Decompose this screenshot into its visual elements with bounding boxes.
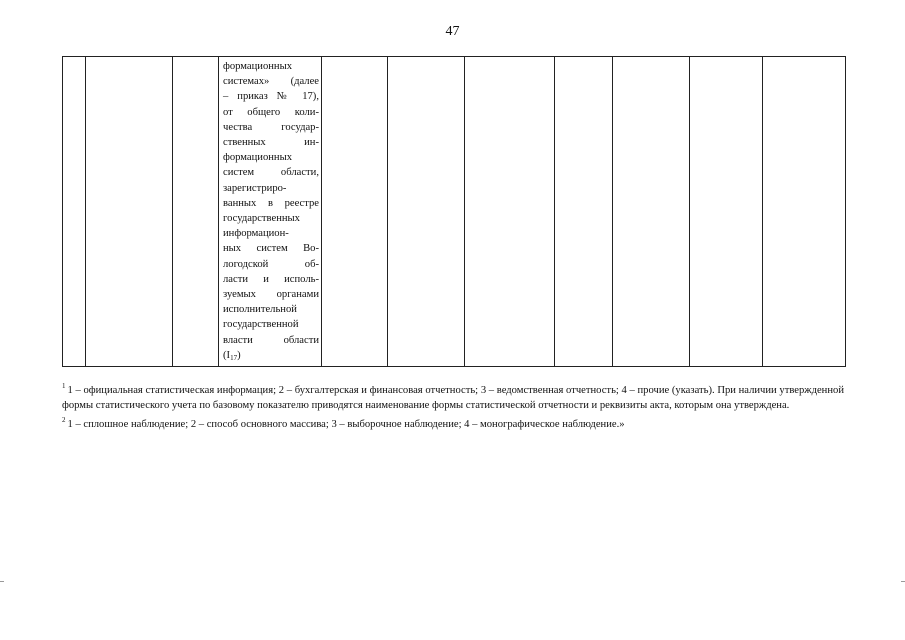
table-cell [173, 57, 219, 367]
text-line: государственных [223, 213, 300, 225]
table-cell [86, 57, 173, 367]
indicator-symbol: I [226, 349, 231, 361]
page-number: 47 [445, 24, 460, 39]
text-line: государственной [223, 319, 299, 331]
text-line: ванных в реестре [223, 197, 319, 209]
text-line: зарегистриро- [223, 182, 287, 194]
table-row [63, 57, 846, 367]
text-line: информацион- [223, 228, 289, 240]
text-line: систем области, [223, 167, 319, 179]
footnote-text: 1 – сплошное наблюдение; 2 – способ основного массива; 3 – выборочное наблюдение; 4 – монографическое наблюдение.» [67, 419, 625, 430]
indicator-description [219, 57, 321, 366]
text-line: от общего коли- [223, 106, 319, 118]
table-cell [63, 57, 86, 367]
text-line: формационных [223, 61, 293, 72]
text-line: формационных [223, 152, 293, 164]
table-cell [322, 57, 388, 367]
text-line: ственных ин- [223, 137, 319, 149]
text-line: чества государ- [223, 121, 319, 133]
table-cell [690, 57, 763, 367]
indicator-subscript: 17 [230, 353, 238, 362]
footnote-marker: 1 [62, 382, 66, 390]
indicator-code [223, 348, 319, 366]
indicator-close: ) [237, 349, 241, 361]
indicator-text-cell [219, 57, 322, 367]
text-line: системах» (далее [223, 76, 319, 88]
text-line: логодской об- [223, 258, 319, 270]
text-line: ных систем Во- [223, 243, 319, 255]
table-cell [555, 57, 613, 367]
footnotes [62, 379, 844, 432]
text-line: ласти и исполь- [223, 273, 319, 285]
footnote-marker: 2 [62, 416, 66, 424]
edge-mark [0, 581, 4, 582]
table-cell [763, 57, 846, 367]
text-line: власти области [223, 334, 319, 346]
edge-mark [901, 581, 905, 582]
footnote [62, 413, 844, 432]
table-cell [465, 57, 555, 367]
footnote-text: 1 – официальная статистическая информация; 2 – бухгалтерская и финансовая отчетность; 3 – ведомственная отчетность; 4 – прочие (указать). При наличии утвержденной формы статистического учета по базовому показателю приводятся наименование формы статистической отчетности и реквизиты акта, которым она утверждена. [62, 385, 844, 411]
footnote [62, 379, 844, 413]
table-cell [613, 57, 690, 367]
text-line: исполнительной [223, 304, 297, 316]
indicator-table [62, 56, 846, 367]
text-line: – приказ № 17), [223, 91, 319, 103]
text-line: зуемых органами [223, 289, 319, 301]
indicator-open: ( [223, 349, 227, 361]
table-cell [388, 57, 465, 367]
